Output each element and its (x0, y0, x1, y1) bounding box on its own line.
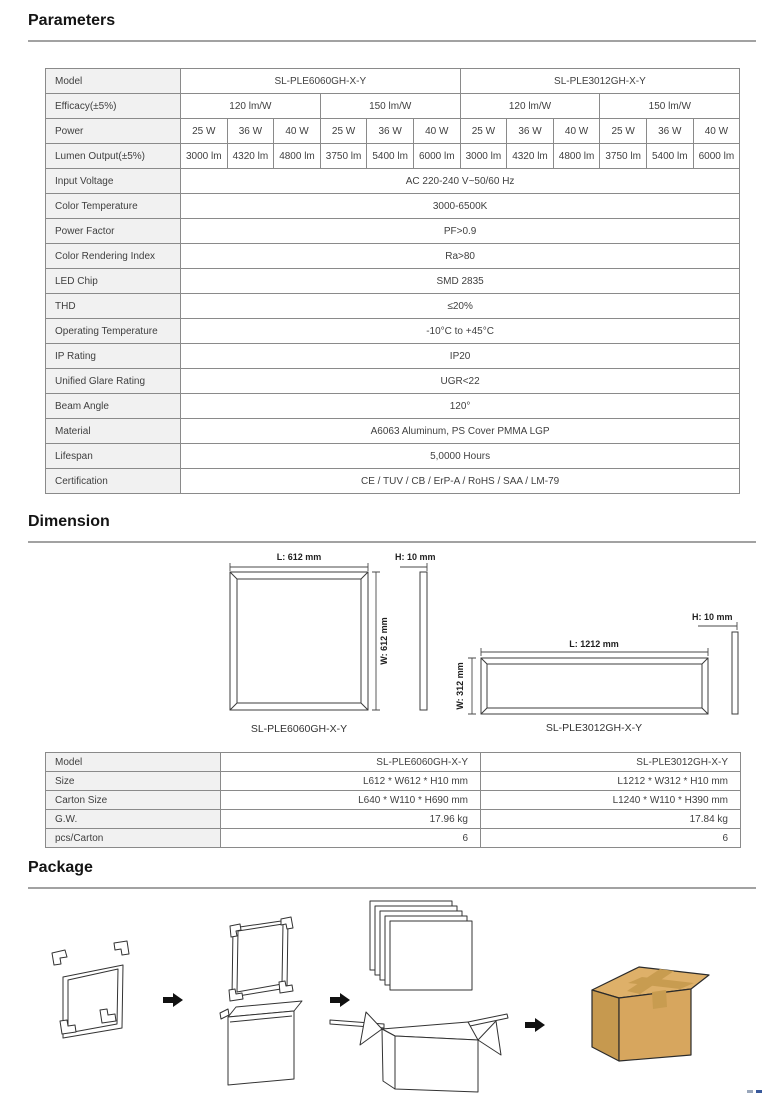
row-label: Beam Angle (46, 394, 181, 419)
model-name-cell: SL-PLE6060GH-X-Y (181, 69, 461, 94)
row-label: Power Factor (46, 219, 181, 244)
lumen-cell: 5400 lm (367, 144, 414, 169)
table-row (46, 791, 741, 810)
row-value: 3000-6500K (181, 194, 740, 219)
row-label: G.W. (46, 810, 221, 829)
power-cell: 36 W (507, 119, 554, 144)
row-label: THD (46, 294, 181, 319)
width-dimension-label: W: 612 mm (379, 617, 389, 665)
row-label: Size (46, 772, 221, 791)
row-label: Lumen Output(±5%) (46, 144, 181, 169)
row-label: Carton Size (46, 791, 221, 810)
carton-tape (652, 990, 667, 1009)
row-value: UGR<22 (181, 369, 740, 394)
table-row (46, 244, 740, 269)
package-step-carton-fill-illustration (330, 901, 508, 1092)
carton-front (395, 1036, 478, 1092)
package-step-sealed-carton-illustration (592, 967, 709, 1061)
table-row (46, 810, 741, 829)
height-dimension-label: H: 10 mm (692, 612, 733, 622)
corner-protector-icon (114, 941, 129, 955)
row-label: IP Rating (46, 344, 181, 369)
model-name-cell: SL-PLE6060GH-X-Y (221, 753, 481, 772)
table-row (46, 369, 740, 394)
height-dimension-label: H: 10 mm (395, 552, 436, 562)
arrow-right-icon (525, 1018, 545, 1032)
table-row (46, 144, 740, 169)
lumen-cell: 5400 lm (646, 144, 693, 169)
dimension-table (45, 752, 741, 848)
table-row (46, 772, 741, 791)
model-name-cell: SL-PLE3012GH-X-Y (481, 753, 741, 772)
sleeve-front (228, 1011, 294, 1085)
row-value: AC 220-240 V~50/60 Hz (181, 169, 740, 194)
height-dimension-line (698, 622, 737, 630)
power-cell: 25 W (600, 119, 647, 144)
table-row (46, 469, 740, 494)
row-value: L1212 * W312 * H10 mm (481, 772, 741, 791)
panel-inner-frame (68, 969, 118, 1033)
table-row (46, 194, 740, 219)
stacked-panel (390, 921, 472, 990)
width-dimension-line (468, 658, 476, 714)
table-row (46, 829, 741, 848)
model-name-cell: SL-PLE3012GH-X-Y (460, 69, 740, 94)
lumen-cell: 3000 lm (460, 144, 507, 169)
lumen-cell: 6000 lm (413, 144, 460, 169)
parameters-heading-rule (28, 40, 756, 42)
row-label: Efficacy(±5%) (46, 94, 181, 119)
table-row (46, 294, 740, 319)
lumen-cell: 3000 lm (181, 144, 228, 169)
corner-protector-icon (52, 950, 67, 965)
carton-flap (360, 1012, 382, 1045)
row-label: Power (46, 119, 181, 144)
package-heading: Package (28, 859, 93, 876)
table-row (46, 444, 740, 469)
length-dimension-label: L: 1212 mm (569, 639, 619, 649)
row-value: A6063 Aluminum, PS Cover PMMA LGP (181, 419, 740, 444)
lumen-cell: 6000 lm (693, 144, 740, 169)
package-step-corner-protectors-illustration (52, 941, 129, 1038)
row-label: Model (46, 69, 181, 94)
power-cell: 36 W (227, 119, 274, 144)
row-value: 17.84 kg (481, 810, 741, 829)
carton-flap (468, 1014, 508, 1026)
panel-6060-drawing (190, 550, 450, 742)
row-value: 120° (181, 394, 740, 419)
row-value: L612 * W612 * H10 mm (221, 772, 481, 791)
table-row (46, 394, 740, 419)
panel-side-view (732, 632, 738, 714)
power-cell: 40 W (553, 119, 600, 144)
package-heading-rule (28, 887, 756, 889)
table-row (46, 344, 740, 369)
arrow-right-icon (330, 993, 350, 1007)
footer-mark-right (756, 1090, 762, 1093)
dimension-heading: Dimension (28, 513, 110, 530)
table-row (46, 94, 740, 119)
efficacy-cell: 120 lm/W (181, 94, 321, 119)
table-row (46, 219, 740, 244)
panel-inner-frame (237, 924, 283, 992)
panel-3012-drawing (450, 550, 762, 742)
row-label: Input Voltage (46, 169, 181, 194)
power-cell: 25 W (181, 119, 228, 144)
row-label: Color Rendering Index (46, 244, 181, 269)
footer-mark-left (747, 1090, 753, 1093)
power-cell: 36 W (367, 119, 414, 144)
lumen-cell: 4320 lm (507, 144, 554, 169)
package-flow-illustration (30, 893, 753, 1100)
row-value: L640 * W110 * H690 mm (221, 791, 481, 810)
lumen-cell: 3750 lm (320, 144, 367, 169)
dimension-heading-rule (28, 541, 756, 543)
row-value: CE / TUV / CB / ErP-A / RoHS / SAA / LM-79 (181, 469, 740, 494)
row-label: Model (46, 753, 221, 772)
power-cell: 25 W (320, 119, 367, 144)
table-row (46, 319, 740, 344)
row-value: PF>0.9 (181, 219, 740, 244)
row-value: L1240 * W110 * H390 mm (481, 791, 741, 810)
row-label: LED Chip (46, 269, 181, 294)
length-dimension-label: L: 612 mm (276, 552, 322, 562)
row-value: 6 (221, 829, 481, 848)
lumen-cell: 4320 lm (227, 144, 274, 169)
carton-side-face (592, 990, 619, 1061)
row-label: Unified Glare Rating (46, 369, 181, 394)
parameters-heading: Parameters (28, 12, 116, 29)
carton-flap (478, 1021, 501, 1055)
panel-side-view (420, 572, 427, 710)
row-label: Color Temperature (46, 194, 181, 219)
table-row (46, 753, 741, 772)
power-cell: 40 W (413, 119, 460, 144)
row-value: ≤20% (181, 294, 740, 319)
panel-inner-frame (487, 664, 702, 708)
row-label: pcs/Carton (46, 829, 221, 848)
height-dimension-line (400, 563, 427, 571)
row-value: IP20 (181, 344, 740, 369)
lumen-cell: 4800 lm (553, 144, 600, 169)
power-cell: 25 W (460, 119, 507, 144)
parameters-table (45, 68, 740, 494)
efficacy-cell: 150 lm/W (600, 94, 740, 119)
table-row (46, 269, 740, 294)
row-value: 17.96 kg (221, 810, 481, 829)
row-value: 6 (481, 829, 741, 848)
length-dimension-line (481, 648, 708, 656)
table-row (46, 169, 740, 194)
lumen-cell: 3750 lm (600, 144, 647, 169)
row-value: SMD 2835 (181, 269, 740, 294)
efficacy-cell: 120 lm/W (460, 94, 600, 119)
row-label: Certification (46, 469, 181, 494)
row-label: Lifespan (46, 444, 181, 469)
row-value: 5,0000 Hours (181, 444, 740, 469)
panel-model-caption: SL-PLE6060GH-X-Y (250, 723, 348, 735)
length-dimension-line (230, 563, 368, 571)
row-value: -10°C to +45°C (181, 319, 740, 344)
row-label: Operating Temperature (46, 319, 181, 344)
arrow-right-icon (163, 993, 183, 1007)
efficacy-cell: 150 lm/W (320, 94, 460, 119)
row-value: Ra>80 (181, 244, 740, 269)
table-row (46, 69, 740, 94)
package-step-sleeve-illustration (220, 917, 302, 1085)
panel-inner-frame (237, 579, 361, 703)
width-dimension-label: W: 312 mm (455, 662, 465, 710)
power-cell: 40 W (693, 119, 740, 144)
row-label: Material (46, 419, 181, 444)
lumen-cell: 4800 lm (274, 144, 321, 169)
table-row (46, 119, 740, 144)
carton-side (382, 1029, 395, 1089)
page-footer-mark (746, 1089, 766, 1094)
panel-model-caption: SL-PLE3012GH-X-Y (545, 722, 643, 734)
power-cell: 40 W (274, 119, 321, 144)
power-cell: 36 W (646, 119, 693, 144)
table-row (46, 419, 740, 444)
